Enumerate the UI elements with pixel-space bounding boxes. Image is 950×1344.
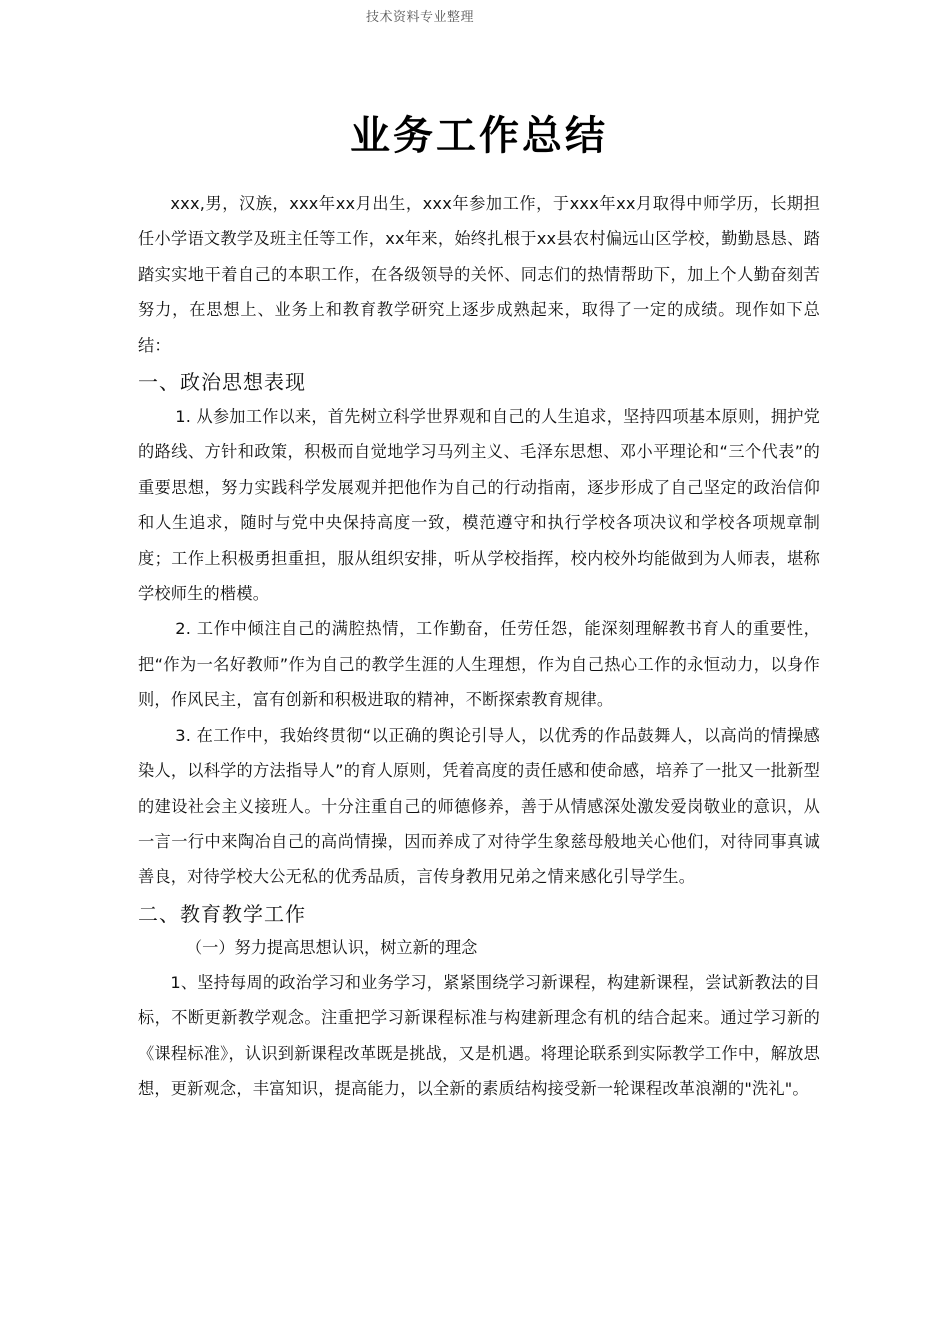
section-heading-teaching: 二、教育教学工作 <box>138 901 306 926</box>
political-item-2: 2. 工作中倾注自己的满腔热情，工作勤奋，任劳任怨，能深刻理解教书育人的重要性，把“作为一名好教师”作为自己的教学生涯的人生理想，作为自己热心工作的永恒动力，以身作则，作风民主，富有创新和积极进取的精神，不断探索教育规律。 <box>138 619 820 710</box>
teaching-item-1: 1、坚持每周的政治学习和业务学习，紧紧围绕学习新课程，构建新课程，尝试新教法的目标，不断更新教学观念。注重把学习新课程标准与构建新理念有机的结合起来。通过学习新的《课程标准》，认识到新课程改革既是挑战，又是机遇。将理论联系到实际教学工作中，解放思想，更新观念，丰富知识，提高能力，以全新的素质结构接受新一轮课程改革浪潮的"洗礼"。 <box>138 972 820 1098</box>
section-heading-political: 一、政治思想表现 <box>138 370 306 395</box>
teaching-subheading: （一）努力提高思想认识，树立新的理念 <box>186 937 478 957</box>
page-header-note: 技术资料专业整理 <box>365 10 474 25</box>
political-item-3: 3. 在工作中，我始终贯彻“以正确的舆论引导人，以优秀的作品鼓舞人，以高尚的情操感染人，以科学的方法指导人”的育人原则，凭着高度的责任感和使命感，培养了一批又一批新型的建设社会主义接班人。十分注重自己的师德修养，善于从情感深处激发爱岗敬业的意识，从一言一行中来陶冶自己的高尚情操，因而养成了对待学生象慈母般地关心他们，对待同事真诚善良，对待学校大公无私的优秀品质，言传身教用兄弟之情来感化引导学生。 <box>138 725 820 887</box>
document-title: 业务工作总结 <box>350 113 608 159</box>
political-item-1: 1. 从参加工作以来，首先树立科学世界观和自己的人生追求，坚持四项基本原则，拥护党的路线、方针和政策，积极而自觉地学习马列主义、毛泽东思想、邓小平理论和“三个代表”的重要思想，努力实践科学发展观并把他作为自己的行动指南，逐步形成了自己坚定的政治信仰和人生追求，随时与党中央保持高度一致，模范遵守和执行学校各项决议和学校各项规章制度；工作上积极勇担重担，服从组织安排，听从学校指挥，校内校外均能做到为人师表，堪称学校师生的楷模。 <box>138 407 820 604</box>
intro-paragraph: xxx,男，汉族，xxx年xx月出生，xxx年参加工作，于xxx年xx月取得中师学历，长期担任小学语文教学及班主任等工作，xx年来，始终扎根于xx县农村偏远山区学校，勤勤恳恳、踏踏实实地干着自己的本职工作，在各级领导的关怀、同志们的热情帮助下，加上个人勤奋刻苦努力，在思想上、业务上和教育教学研究上逐步成熟起来，取得了一定的成绩。现作如下总结： <box>138 194 820 355</box>
document-body <box>138 186 820 1106</box>
